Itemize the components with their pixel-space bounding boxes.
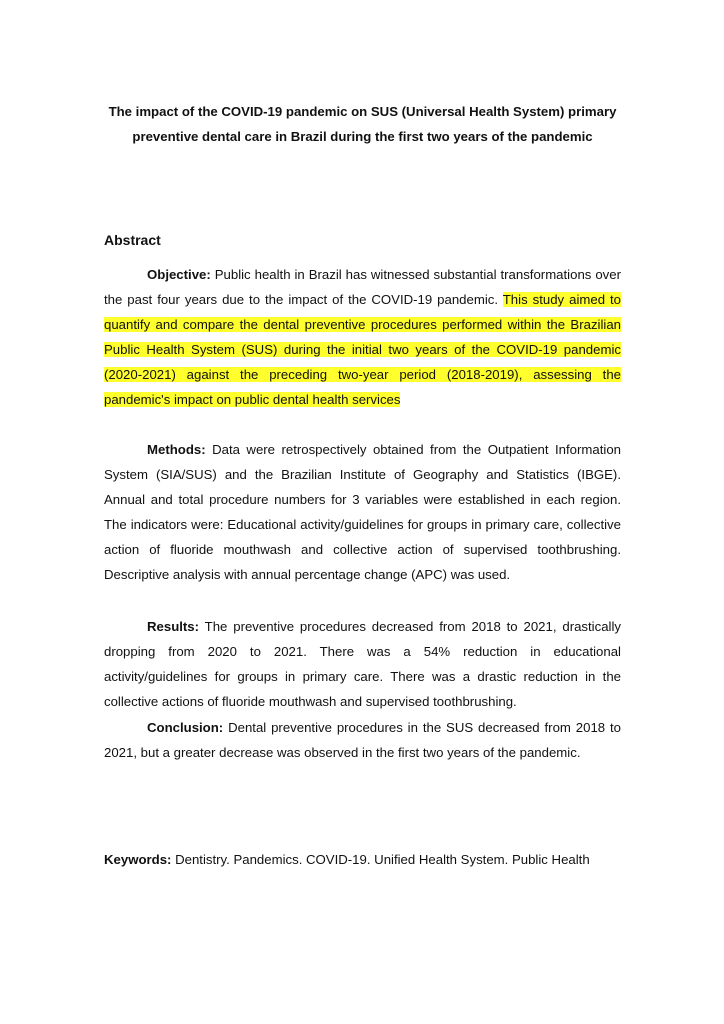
objective-label: Objective: (147, 267, 211, 282)
results-text: The preventive procedures decreased from 2018 to 2021, drastically dropping from 2020 to 2021. There was a 54% reduction in educational activity/guidelines for groups in primary care. There was a drastic reduction in the collective actions of fluoride mouthwash and supervised toothbrushing. (104, 619, 621, 710)
keywords-paragraph (104, 847, 621, 872)
abstract-heading: Abstract (104, 232, 161, 248)
conclusion-text: Dental preventive procedures in the SUS decreased from 2018 to 2021, but a greater decrease was observed in the first two years of the pandemic. (104, 720, 621, 761)
keywords-text: Dentistry. Pandemics. COVID-19. Unified Health System. Public Health (171, 852, 590, 867)
conclusion-label: Conclusion: (147, 720, 224, 735)
objective-paragraph (104, 262, 621, 413)
objective-highlighted-text: This study aimed to quantify and compare the dental preventive procedures performed within the Brazilian Public Health System (SUS) during the initial two years of the COVID-19 pandemic (2020-2021) against the preceding two-year period (2018-2019), assessing the pandemic's impact on public dental health services (104, 292, 621, 408)
results-paragraph (104, 614, 621, 714)
paper-title: The impact of the COVID-19 pandemic on SUS (Universal Health System) primary preventive dental care in Brazil during the first two years of the pandemic (108, 104, 617, 144)
methods-label: Methods: (147, 442, 206, 457)
conclusion-paragraph (104, 715, 621, 765)
methods-text: Data were retrospectively obtained from the Outpatient Information System (SIA/SUS) and the Brazilian Institute of Geography and Statistics (IBGE). Annual and total procedure numbers for 3 variables were established in each region. The indicators were: Educational activity/guidelines for groups in primary care, collective action of fluoride mouthwash and collective action of supervised toothbrushing. Descriptive analysis with annual percentage change (APC) was used. (104, 442, 621, 583)
keywords-label: Keywords: (104, 852, 172, 867)
objective-text: Public health in Brazil has witnessed substantial transformations over the past four years due to the impact of the COVID-19 pandemic. (104, 267, 621, 308)
results-label: Results: (147, 619, 200, 634)
methods-paragraph (104, 437, 621, 588)
